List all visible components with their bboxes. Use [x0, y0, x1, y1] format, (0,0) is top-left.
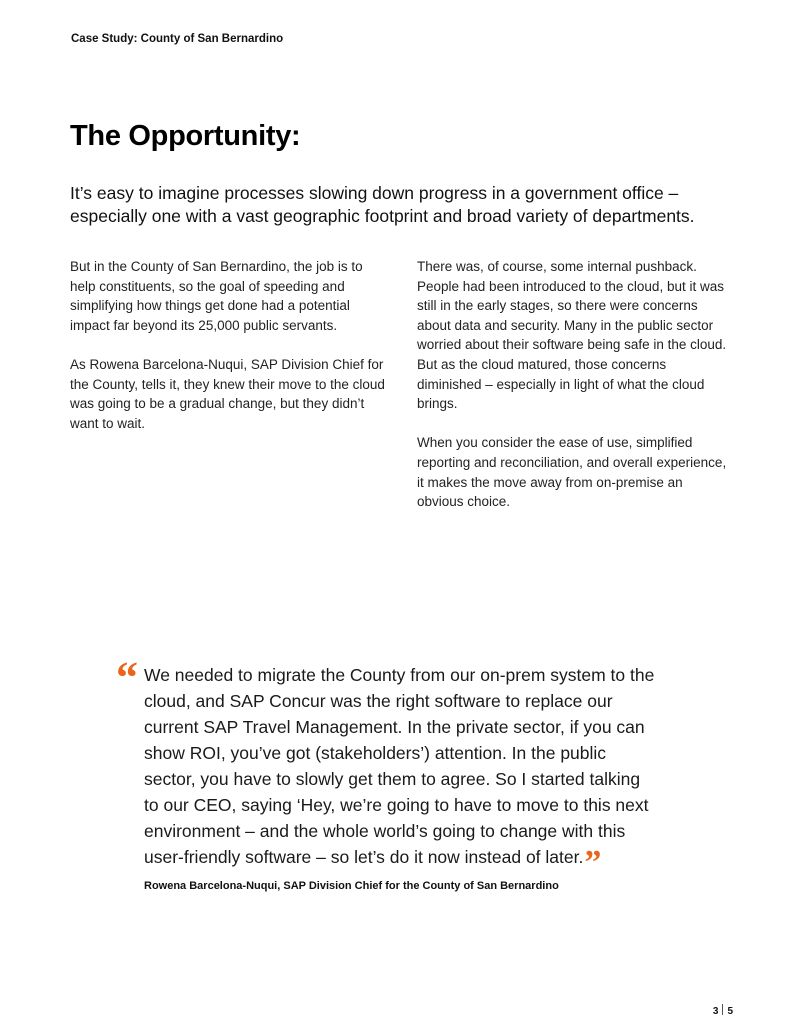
document-header: Case Study: County of San Bernardino: [71, 33, 284, 45]
quote-attribution: Rowena Barcelona-Nuqui, SAP Division Chief for the County of San Bernardino: [144, 880, 559, 892]
page-number: [713, 1004, 733, 1017]
quote-text-block: [144, 662, 656, 881]
quote-text: We needed to migrate the County from our on-prem system to the cloud, and SAP Concur was the right software to replace our current SAP Travel Management. In the private sector, if you can show ROI, you’ve got (stakeholders’) attention. In the public sector, you have to slowly get them to agree. So I started talking to our CEO, saying ‘Hey, we’re going to have to move to this next environment – and the whole world’s going to change with this user-friendly software – so let’s do it now instead of later.: [144, 665, 655, 867]
close-quote-mark: ”: [584, 844, 602, 881]
pull-quote: [116, 653, 656, 892]
body-paragraph: As Rowena Barcelona-Nuqui, SAP Division Chief for the County, tells it, they knew their move to the cloud was going to be a gradual change, but they didn’t want to wait.: [70, 356, 385, 431]
total-pages: 5: [727, 1006, 733, 1017]
page-separator: [722, 1004, 723, 1015]
left-column: [70, 257, 388, 453]
lead-paragraph: It’s easy to imagine processes slowing down progress in a government office – especially one with a vast geographic footprint and broad variety of departments.: [70, 183, 695, 226]
body-paragraph: But in the County of San Bernardino, the job is to help constituents, so the goal of speeding and simplifying how things get done had a potential impact far beyond its 25,000 public servants.: [70, 259, 363, 333]
section-title: The Opportunity:: [70, 120, 301, 152]
open-quote-mark: “: [116, 653, 138, 702]
current-page: 3: [712, 1006, 719, 1017]
body-paragraph: When you consider the ease of use, simplified reporting and reconciliation, and overall experience, it makes the move away from on-premise an obvious choice.: [417, 435, 727, 510]
right-column: [417, 257, 729, 531]
body-paragraph: There was, of course, some internal pushback. People had been introduced to the cloud, but it was still in the early stages, so there were concerns about data and security. Many in the public sector worried about their software being safe in the cloud. But as the cloud matured, those concerns diminished – especially in light of what the cloud brings.: [417, 259, 727, 412]
